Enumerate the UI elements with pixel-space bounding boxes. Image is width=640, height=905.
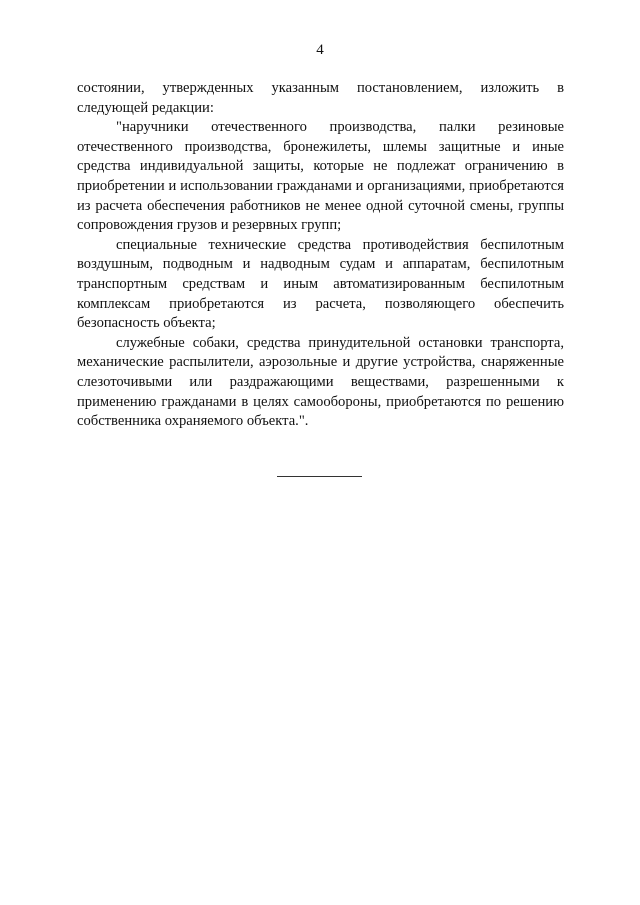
- paragraph-handcuffs: "наручники отечественного производства, палки резиновые отечественного производства, бронежилеты, шлемы защитные и иные средства индивидуальной защиты, которые не подлежат ограничению в приобретении и использовании гражданами и организациями, приобретаются из расчета обеспечения работников не менее одной суточной смены, группы сопровождения грузов и резервных групп;: [77, 119, 564, 234]
- paragraph-counter-drone: специальные технические средства противодействия беспилотным воздушным, подводным и надводным судам и аппаратам, беспилотным транспортным средствам и иным автоматизированным беспилотным комплексам приобретаются из расчета, позволяющего обеспечить безопасность объекта;: [77, 236, 564, 332]
- page-number: 4: [316, 42, 324, 58]
- paragraph-continuation: состоянии, утвержденных указанным постановлением, изложить в следующей редакции:: [77, 80, 564, 116]
- document-body: [77, 79, 564, 432]
- end-of-document-rule: [277, 476, 362, 477]
- paragraph-service-dogs: служебные собаки, средства принудительной остановки транспорта, механические распылители, аэрозольные и другие устройства, снаряженные слезоточивыми или раздражающими веществами, разрешенными к применению гражданами в целях самообороны, приобретаются по решению собственника охраняемого объекта.".: [77, 334, 564, 430]
